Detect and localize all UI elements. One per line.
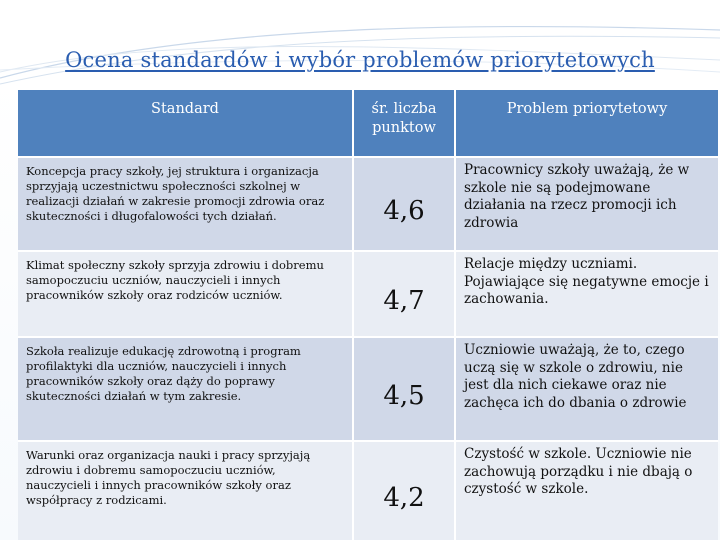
- problem-cell: Pracownicy szkoły uważają, że w szkole nie są podejmowane działania na rzecz promocji ich zdrowia: [454, 158, 718, 250]
- page-title: Ocena standardów i wybór problemów priorytetowych: [65, 48, 655, 72]
- table-row: [18, 440, 718, 540]
- standard-cell: Koncepcja pracy szkoły, jej struktura i organizacja sprzyjają uczestnictwu społeczności szkolnej w realizacji działań w zakresie promocji zdrowia oraz skuteczności i długofalowości tych działań.: [18, 158, 352, 250]
- points-cell: 4,6: [352, 158, 454, 250]
- header-standard: Standard: [18, 90, 352, 156]
- header-points: śr. liczba punktow: [352, 90, 454, 156]
- standard-cell: Warunki oraz organizacja nauki i pracy sprzyjają zdrowiu i dobremu samopoczuciu uczniów, nauczycieli i innych pracowników szkoły oraz współpracy z rodzicami.: [18, 442, 352, 540]
- points-cell: 4,2: [352, 442, 454, 540]
- problem-cell: Czystość w szkole. Uczniowie nie zachowują porządku i nie dbają o czystość w szkole.: [454, 442, 718, 540]
- standards-table: [18, 90, 718, 540]
- table-row: [18, 156, 718, 250]
- standard-cell: Klimat społeczny szkoły sprzyja zdrowiu i dobremu samopoczuciu uczniów, nauczycieli i innych pracowników szkoły oraz rodziców uczniów.: [18, 252, 352, 336]
- points-cell: 4,5: [352, 338, 454, 440]
- table-header-row: [18, 90, 718, 156]
- table-row: [18, 250, 718, 336]
- problem-cell: Relacje między uczniami. Pojawiające się negatywne emocje i zachowania.: [454, 252, 718, 336]
- points-cell: 4,7: [352, 252, 454, 336]
- problem-cell: Uczniowie uważają, że to, czego uczą się w szkole o zdrowiu, nie jest dla nich ciekawe oraz nie zachęca ich do dbania o zdrowie: [454, 338, 718, 440]
- standard-cell: Szkoła realizuje edukację zdrowotną i program profilaktyki dla uczniów, nauczycieli i innych pracowników szkoły oraz dąży do poprawy skuteczności działań w tym zakresie.: [18, 338, 352, 440]
- table-row: [18, 336, 718, 440]
- header-problem: Problem priorytetowy: [454, 90, 718, 156]
